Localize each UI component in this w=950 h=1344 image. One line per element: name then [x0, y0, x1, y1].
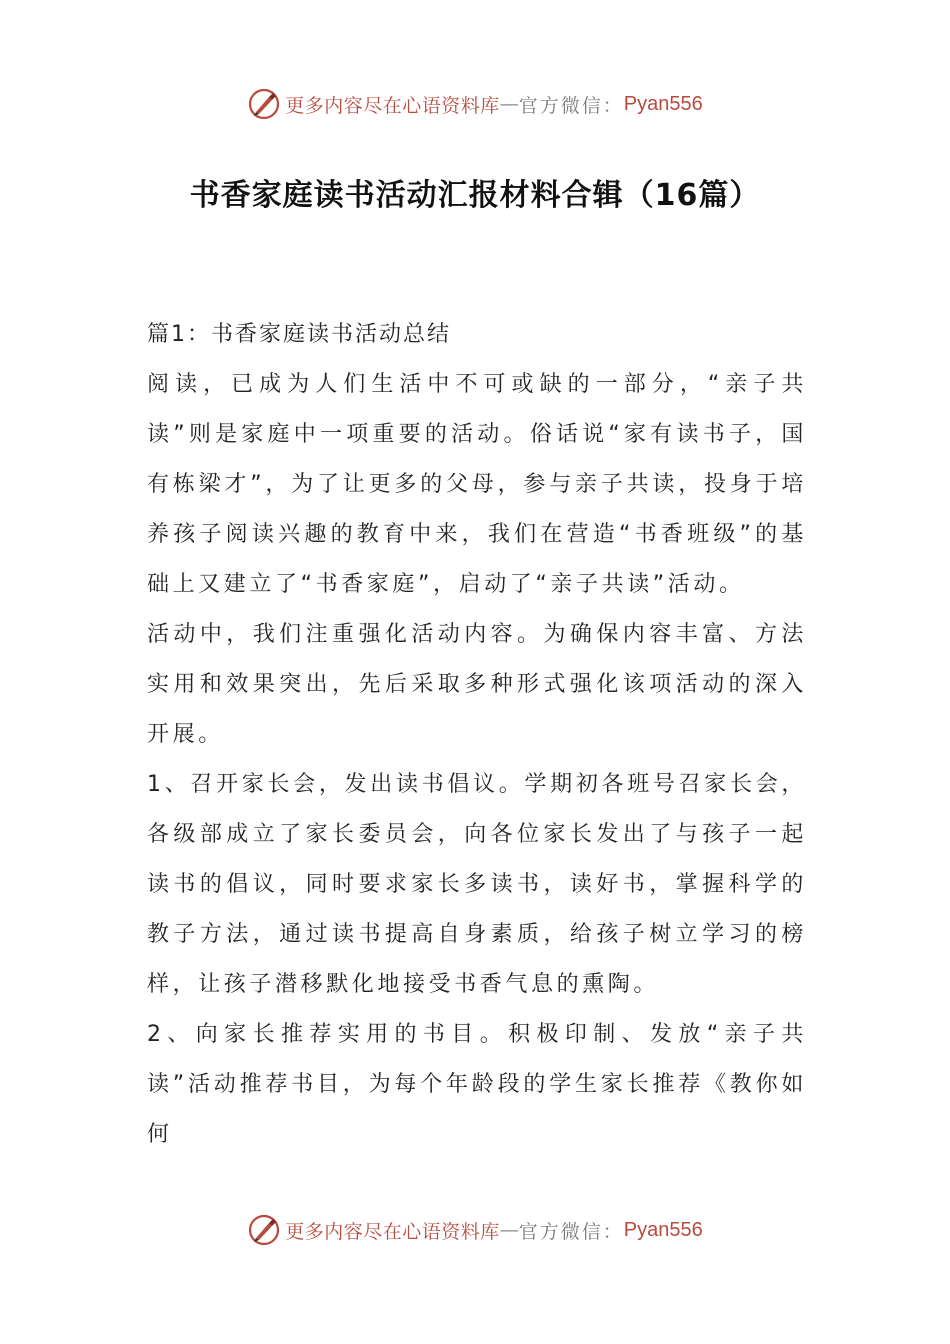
promo-text: 更多内容尽在心语资料库	[285, 94, 500, 117]
footer-banner	[0, 1208, 950, 1252]
header-banner	[0, 82, 950, 126]
paragraph: 阅读，已成为人们生活中不可或缺的一部分，“亲子共读”则是家庭中一项重要的活动。俗话说“家有读书子，国有栋梁才”，为了让更多的父母，参与亲子共读，投身于培养孩子阅读兴趣的教育中来，我们在营造“书香班级”的基础上又建立了“书香家庭”，启动了“亲子共读”活动。	[147, 372, 807, 597]
pen-logo-icon	[247, 1213, 281, 1247]
document-title: 书香家庭读书活动汇报材料合辑（16篇）	[189, 178, 761, 213]
wechat-id: Pyan556	[623, 1218, 703, 1241]
paragraph: 2、向家长推荐实用的书目。积极印制、发放“亲子共读”活动推荐书目，为每个年龄段的学生家长推荐《教你如何	[147, 1022, 807, 1147]
paragraph: 活动中，我们注重强化活动内容。为确保内容丰富、方法实用和效果突出，先后采取多种形式强化该项活动的深入开展。	[147, 622, 807, 747]
promo-text: 更多内容尽在心语资料库	[285, 1220, 500, 1243]
banner-separator: —	[499, 1219, 519, 1241]
paragraph: 1、召开家长会，发出读书倡议。学期初各班号召家长会，各级部成立了家长委员会，向各位家长发出了与孩子一起读书的倡议，同时要求家长多读书，读好书，掌握科学的教子方法，通过读书提高自身素质，给孩子树立学习的榜样，让孩子潜移默化地接受书香气息的熏陶。	[147, 772, 807, 997]
document-body	[147, 310, 807, 1160]
wechat-label: 官方微信：	[518, 94, 624, 117]
pen-logo-icon	[247, 87, 281, 121]
banner-separator: —	[499, 93, 519, 115]
section-title: 篇1：书香家庭读书活动总结	[147, 322, 451, 347]
wechat-id: Pyan556	[623, 92, 703, 115]
wechat-label: 官方微信：	[518, 1220, 624, 1243]
